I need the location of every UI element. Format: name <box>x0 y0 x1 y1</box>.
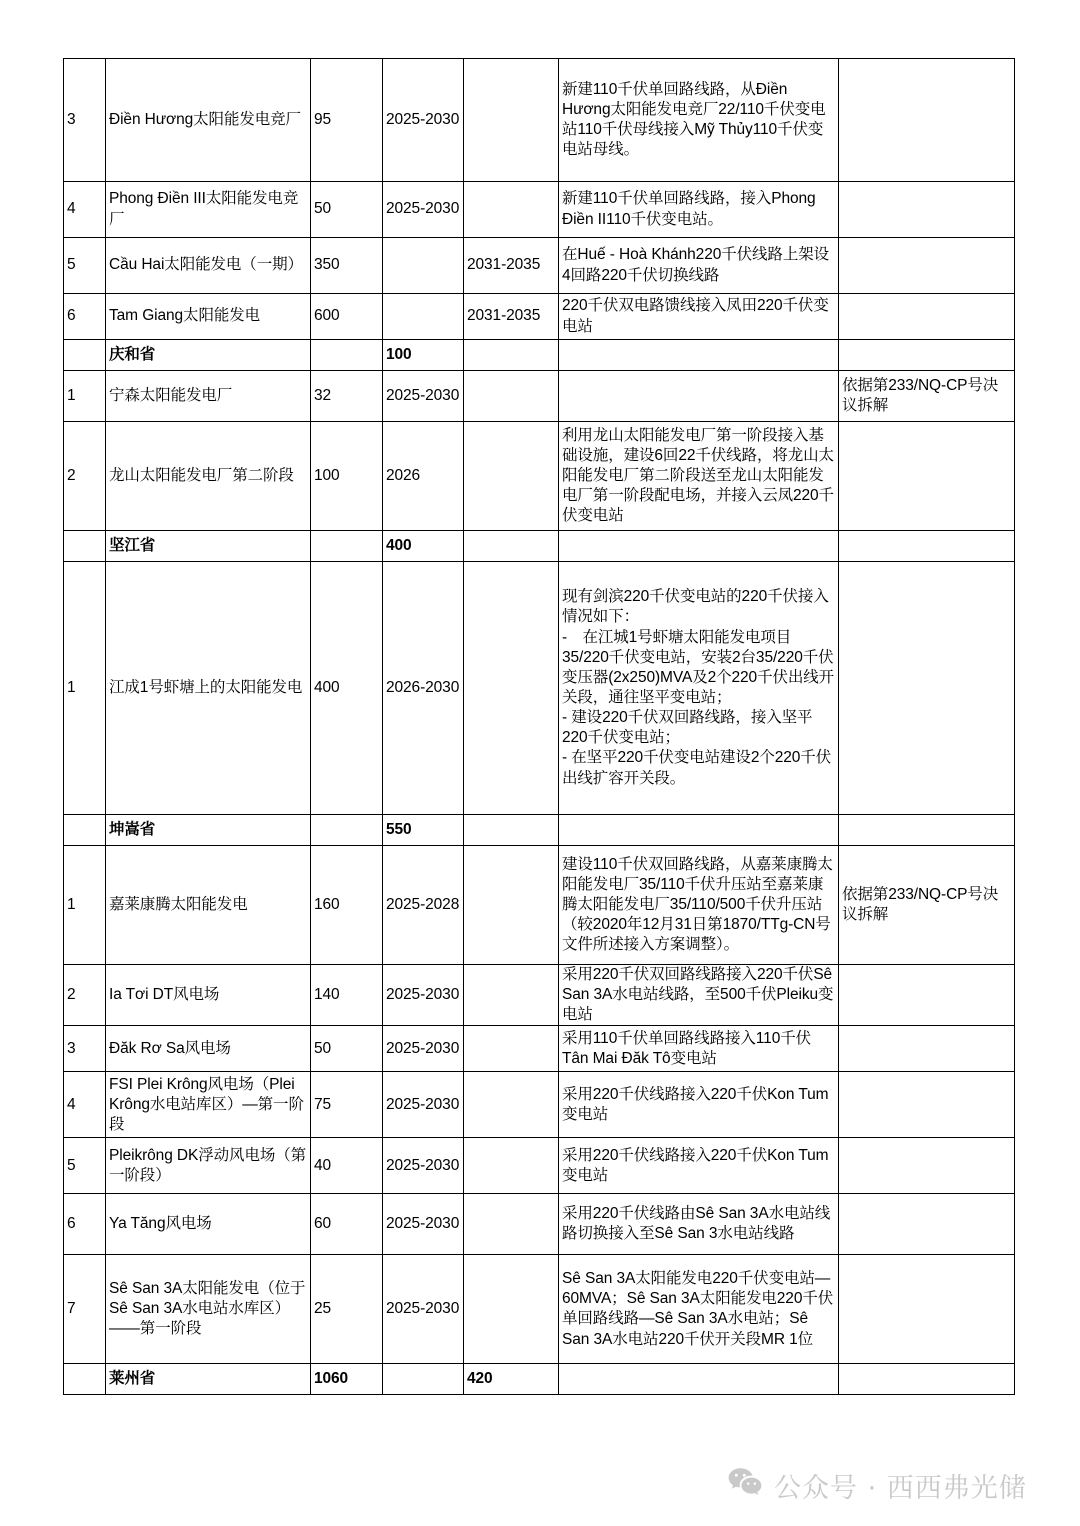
cell-description <box>559 1364 839 1395</box>
cell-year-near <box>383 1364 464 1395</box>
cell-index: 3 <box>64 59 106 182</box>
table-row-province <box>64 531 1015 562</box>
cell-project-name: Cầu Hai太阳能发电（一期） <box>106 238 311 294</box>
table-row <box>64 1194 1015 1255</box>
cell-description: 利用龙山太阳能发电厂第一阶段接入基础设施，建设6回22千伏线路，将龙山太阳能发电厂第二阶段送至龙山太阳能发电厂第一阶段配电场，并接入云凤220千伏变电站 <box>559 422 839 531</box>
cell-project-name: 江成1号虾塘上的太阳能发电 <box>106 562 311 815</box>
cell-note <box>839 182 1015 238</box>
cell-description: 采用220千伏双回路线路接入220千伏Sê San 3A水电站线路，至500千伏Pleiku变电站 <box>559 965 839 1026</box>
cell-note <box>839 422 1015 531</box>
cell-note <box>839 238 1015 294</box>
cell-project-name: 嘉莱康腾太阳能发电 <box>106 846 311 965</box>
cell-capacity: 40 <box>311 1138 383 1194</box>
cell-year-far <box>464 371 559 422</box>
cell-description: 采用220千伏线路接入220千伏Kon Tum变电站 <box>559 1072 839 1138</box>
cell-note <box>839 294 1015 340</box>
cell-note <box>839 1194 1015 1255</box>
watermark-text: 公众号 · 西西弗光储 <box>774 1473 1027 1504</box>
cell-year-far <box>464 1072 559 1138</box>
cell-description: 采用220千伏线路由Sê San 3A水电站线路切换接入至Sê San 3水电站线路 <box>559 1194 839 1255</box>
cell-capacity: 400 <box>311 562 383 815</box>
cell-year-near: 2025-2030 <box>383 1026 464 1072</box>
table-body <box>64 59 1015 1395</box>
cell-capacity: 100 <box>311 422 383 531</box>
cell-description: Sê San 3A太阳能发电220千伏变电站—60MVA；Sê San 3A太阳能发电220千伏单回路线路—Sê San 3A水电站；Sê San 3A水电站220千伏开关段MR 1位 <box>559 1255 839 1364</box>
cell-description: 建设110千伏双回路线路，从嘉莱康腾太阳能发电厂35/110千伏升压站至嘉莱康腾太阳能发电厂35/110/500千伏升压站（较2020年12月31日第1870/TTg-CN号文件所述接入方案调整）。 <box>559 846 839 965</box>
cell-note <box>839 1072 1015 1138</box>
cell-note <box>839 1364 1015 1395</box>
cell-capacity: 600 <box>311 294 383 340</box>
cell-year-near: 2025-2030 <box>383 1138 464 1194</box>
cell-capacity: 95 <box>311 59 383 182</box>
cell-description <box>559 531 839 562</box>
cell-index: 1 <box>64 846 106 965</box>
cell-project-name: 龙山太阳能发电厂第二阶段 <box>106 422 311 531</box>
cell-index: 5 <box>64 238 106 294</box>
wechat-icon <box>728 1467 762 1504</box>
cell-description <box>559 340 839 371</box>
cell-capacity: 350 <box>311 238 383 294</box>
cell-capacity <box>311 531 383 562</box>
cell-capacity: 1060 <box>311 1364 383 1395</box>
cell-note <box>839 965 1015 1026</box>
cell-project-name: Pleikrông DK浮动风电场（第一阶段） <box>106 1138 311 1194</box>
cell-description: 220千伏双电路馈线接入凤田220千伏变电站 <box>559 294 839 340</box>
watermark <box>728 1466 1027 1505</box>
table-row <box>64 294 1015 340</box>
cell-year-near: 2025-2030 <box>383 965 464 1026</box>
cell-project-name: Phong Điền III太阳能发电竞厂 <box>106 182 311 238</box>
cell-year-far <box>464 422 559 531</box>
table-row <box>64 1026 1015 1072</box>
cell-year-far <box>464 340 559 371</box>
cell-year-far <box>464 815 559 846</box>
cell-note <box>839 59 1015 182</box>
cell-capacity: 32 <box>311 371 383 422</box>
cell-year-far <box>464 1255 559 1364</box>
cell-year-far <box>464 965 559 1026</box>
cell-note <box>839 1026 1015 1072</box>
cell-year-far: 420 <box>464 1364 559 1395</box>
cell-description: 采用220千伏线路接入220千伏Kon Tum变电站 <box>559 1138 839 1194</box>
cell-year-near: 2025-2030 <box>383 371 464 422</box>
cell-project-name: 坤嵩省 <box>106 815 311 846</box>
cell-note: 依据第233/NQ-CP号决议拆解 <box>839 846 1015 965</box>
cell-project-name: Ia Tơi DT风电场 <box>106 965 311 1026</box>
cell-year-far <box>464 1194 559 1255</box>
cell-year-near: 550 <box>383 815 464 846</box>
cell-index <box>64 340 106 371</box>
cell-description <box>559 371 839 422</box>
cell-year-near: 2025-2030 <box>383 1255 464 1364</box>
cell-project-name: Điền Hương太阳能发电竞厂 <box>106 59 311 182</box>
cell-index: 4 <box>64 182 106 238</box>
cell-year-near <box>383 294 464 340</box>
cell-project-name: 庆和省 <box>106 340 311 371</box>
table-container <box>63 58 1014 1395</box>
cell-year-far <box>464 531 559 562</box>
cell-year-near: 2025-2028 <box>383 846 464 965</box>
cell-description: 现有剑滨220千伏变电站的220千伏接入情况如下： - 在江城1号虾塘太阳能发电项目35/220千伏变电站，安装2台35/220千伏变压器(2x250)MVA及2个220千伏出线开关段，通往坚平变电站； - 建设220千伏双回路线路，接入坚平220千伏变电站； - 在坚平220千伏变电站建设2个220千伏出线扩容开关段。 <box>559 562 839 815</box>
cell-index <box>64 531 106 562</box>
cell-capacity: 75 <box>311 1072 383 1138</box>
cell-year-far: 2031-2035 <box>464 294 559 340</box>
cell-index: 3 <box>64 1026 106 1072</box>
cell-description: 在Huế - Hoà Khánh220千伏线路上架设4回路220千伏切换线路 <box>559 238 839 294</box>
cell-index: 2 <box>64 422 106 531</box>
table-row <box>64 562 1015 815</box>
cell-capacity: 160 <box>311 846 383 965</box>
cell-note <box>839 531 1015 562</box>
cell-description <box>559 815 839 846</box>
cell-index: 5 <box>64 1138 106 1194</box>
cell-year-far <box>464 1026 559 1072</box>
cell-index: 1 <box>64 371 106 422</box>
cell-year-near: 2025-2030 <box>383 59 464 182</box>
cell-project-name: Sê San 3A太阳能发电（位于Sê San 3A水电站水库区）——第一阶段 <box>106 1255 311 1364</box>
cell-index: 2 <box>64 965 106 1026</box>
cell-index: 1 <box>64 562 106 815</box>
cell-note: 依据第233/NQ-CP号决议拆解 <box>839 371 1015 422</box>
cell-description: 新建110千伏单回路线路，接入Phong Điền II110千伏变电站。 <box>559 182 839 238</box>
cell-year-near <box>383 238 464 294</box>
cell-index <box>64 815 106 846</box>
cell-project-name: 莱州省 <box>106 1364 311 1395</box>
cell-index <box>64 1364 106 1395</box>
cell-capacity: 60 <box>311 1194 383 1255</box>
table-row <box>64 1072 1015 1138</box>
cell-year-far <box>464 182 559 238</box>
table-row <box>64 238 1015 294</box>
table-row-province <box>64 815 1015 846</box>
table-row <box>64 371 1015 422</box>
table-row <box>64 182 1015 238</box>
cell-note <box>839 340 1015 371</box>
cell-year-near: 2025-2030 <box>383 1194 464 1255</box>
table-row <box>64 422 1015 531</box>
cell-capacity: 50 <box>311 1026 383 1072</box>
cell-project-name: FSI Plei Krông风电场（Plei Krông水电站库区）—第一阶段 <box>106 1072 311 1138</box>
project-table <box>63 58 1015 1395</box>
cell-note <box>839 1255 1015 1364</box>
table-row <box>64 965 1015 1026</box>
cell-capacity: 50 <box>311 182 383 238</box>
table-row <box>64 846 1015 965</box>
cell-year-near: 2025-2030 <box>383 182 464 238</box>
cell-year-far <box>464 562 559 815</box>
cell-project-name: Đăk Rơ Sa风电场 <box>106 1026 311 1072</box>
cell-year-near: 400 <box>383 531 464 562</box>
cell-year-near: 2026-2030 <box>383 562 464 815</box>
cell-project-name: Tam Giang太阳能发电 <box>106 294 311 340</box>
cell-index: 6 <box>64 1194 106 1255</box>
cell-year-near: 100 <box>383 340 464 371</box>
table-row-province <box>64 340 1015 371</box>
cell-capacity: 140 <box>311 965 383 1026</box>
cell-project-name: Ya Tăng风电场 <box>106 1194 311 1255</box>
table-row <box>64 1255 1015 1364</box>
table-row <box>64 1138 1015 1194</box>
table-row-province <box>64 1364 1015 1395</box>
table-row <box>64 59 1015 182</box>
cell-year-far <box>464 59 559 182</box>
cell-year-far <box>464 846 559 965</box>
cell-capacity <box>311 815 383 846</box>
cell-year-near: 2026 <box>383 422 464 531</box>
cell-note <box>839 562 1015 815</box>
cell-capacity: 25 <box>311 1255 383 1364</box>
cell-project-name: 宁森太阳能发电厂 <box>106 371 311 422</box>
cell-note <box>839 1138 1015 1194</box>
cell-note <box>839 815 1015 846</box>
cell-description: 新建110千伏单回路线路，从Điền Hương太阳能发电竞厂22/110千伏变电站110千伏母线接入Mỹ Thủy110千伏变电站母线。 <box>559 59 839 182</box>
cell-project-name: 坚江省 <box>106 531 311 562</box>
cell-index: 7 <box>64 1255 106 1364</box>
cell-year-far: 2031-2035 <box>464 238 559 294</box>
cell-description: 采用110千伏单回路线路接入110千伏Tân Mai Đăk Tô变电站 <box>559 1026 839 1072</box>
cell-index: 4 <box>64 1072 106 1138</box>
cell-index: 6 <box>64 294 106 340</box>
cell-year-near: 2025-2030 <box>383 1072 464 1138</box>
cell-year-far <box>464 1138 559 1194</box>
cell-capacity <box>311 340 383 371</box>
